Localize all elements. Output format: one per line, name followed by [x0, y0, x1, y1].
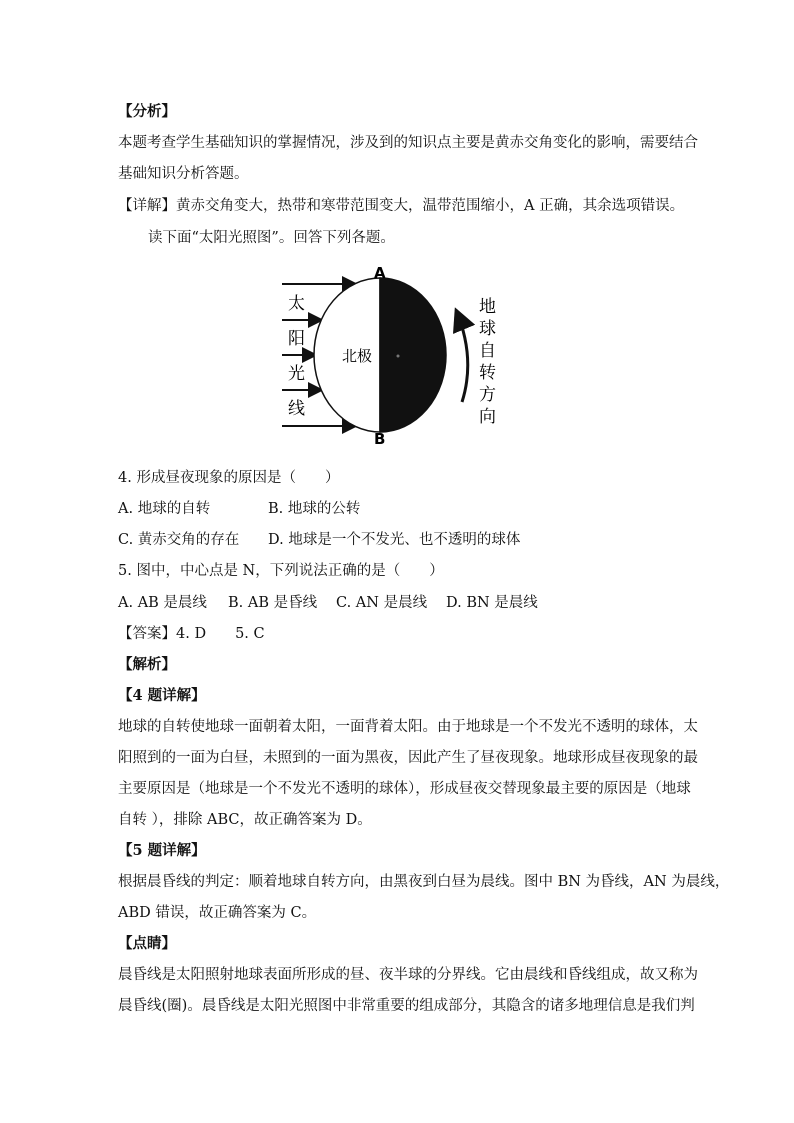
q4-option-c: C. 黄赤交角的存在	[118, 532, 240, 548]
analysis-heading: 【分析】	[118, 103, 176, 120]
q5-detail-text-1: 根据晨昏线的判定：顺着地球自转方向，由黑夜到白昼为晨线。图中 BN 为昏线，AN 为晨线，	[118, 874, 730, 890]
question-5-stem: 5. 图中，中心点是 N，下列说法正确的是（ ）	[118, 563, 444, 579]
rotation-label-char: 自	[479, 341, 496, 361]
question-4-stem: 4. 形成昼夜现象的原因是（ ）	[118, 470, 340, 486]
q4-detail-text-3: 主要原因是（地球是一个不发光不透明的球体），形成昼夜交替现象最主要的原因是（地球	[118, 781, 691, 797]
analysis-text-2: 基础知识分析答题。	[118, 166, 249, 182]
q4-detail-text-1: 地球的自转使地球一面朝着太阳，一面背着太阳。由于地球是一个不发光不透明的球体，太	[118, 719, 698, 735]
q4-option-b: B. 地球的公转	[268, 501, 361, 517]
point-label-a: A	[374, 264, 386, 282]
q5-detail-heading: 【5 题详解】	[118, 842, 206, 859]
rotation-direction-arrow	[456, 310, 468, 402]
sun-label-char: 线	[288, 399, 305, 419]
tip-text-1: 晨昏线是太阳照射地球表面所形成的昼、夜半球的分界线。它由晨线和昏线组成，故又称为	[118, 967, 698, 983]
explain-heading: 【解析】	[118, 656, 176, 673]
rotation-label-char: 向	[479, 407, 496, 427]
tip-text-2: 晨昏线(圈)。晨昏线是太阳光照图中非常重要的组成部分，其隐含的诸多地理信息是我们判	[118, 998, 695, 1014]
sunlight-illumination-figure	[276, 262, 506, 447]
q5-option-d: D. BN 是晨线	[446, 595, 538, 611]
q4-option-d: D. 地球是一个不发光、也不透明的球体	[268, 532, 521, 548]
answer-line: 【答案】4. D 5. C	[118, 626, 265, 642]
read-prompt: 读下面“太阳光照图”。回答下列各题。	[148, 230, 395, 246]
tip-heading: 【点睛】	[118, 935, 176, 952]
detail-text: 【详解】黄赤交角变大，热带和寒带范围变大，温带范围缩小，A 正确，其余选项错误。	[118, 198, 685, 214]
point-label-b: B	[374, 430, 386, 447]
rotation-label-char: 地	[479, 297, 496, 317]
q5-option-b: B. AB 是昏线	[228, 595, 318, 611]
sun-label-char: 太	[288, 294, 305, 314]
q4-detail-heading: 【4 题详解】	[118, 687, 206, 704]
north-pole-label: 北极	[342, 347, 373, 365]
q5-option-c: C. AN 是晨线	[336, 595, 428, 611]
q5-option-a: A. AB 是晨线	[118, 595, 207, 611]
night-hemisphere	[380, 278, 446, 432]
rotation-label-char: 转	[479, 363, 496, 383]
analysis-text-1: 本题考查学生基础知识的掌握情况，涉及到的知识点主要是黄赤交角变化的影响，需要结合	[118, 135, 698, 151]
sun-label-char: 阳	[288, 329, 305, 349]
q4-detail-text-4: 自转 ），排除 ABC，故正确答案为 D。	[118, 812, 372, 828]
north-pole-point	[397, 355, 400, 358]
q4-detail-text-2: 阳照到的一面为白昼，未照到的一面为黑夜，因此产生了昼夜现象。地球形成昼夜现象的最	[118, 750, 698, 766]
q4-option-a: A. 地球的自转	[118, 501, 211, 517]
rotation-label-char: 球	[479, 319, 496, 339]
q5-detail-text-2: ABD 错误，故正确答案为 C。	[118, 905, 317, 921]
sun-label-char: 光	[288, 364, 305, 384]
rotation-label-char: 方	[479, 385, 496, 405]
